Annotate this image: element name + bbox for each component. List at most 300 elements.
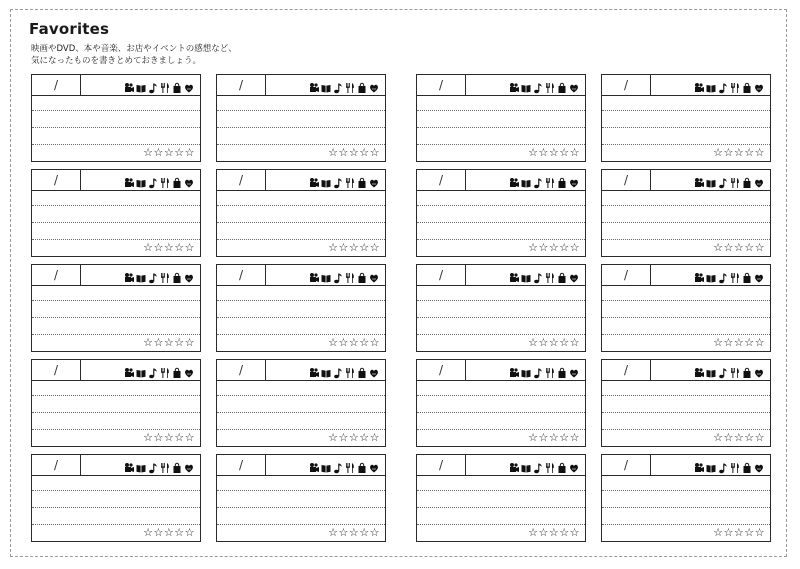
writing-line[interactable] [417, 239, 585, 240]
star-icon[interactable]: ☆ [559, 146, 570, 159]
heart-hand-icon[interactable] [569, 364, 579, 376]
star-icon[interactable]: ☆ [338, 241, 349, 254]
star-icon[interactable]: ☆ [754, 431, 765, 444]
date-field[interactable]: / [417, 75, 466, 95]
star-icon[interactable]: ☆ [569, 241, 580, 254]
heart-hand-icon[interactable] [369, 364, 379, 376]
writing-line[interactable] [217, 429, 385, 430]
date-field[interactable]: / [217, 360, 266, 380]
music-note-icon[interactable] [148, 269, 158, 281]
film-camera-icon[interactable] [694, 364, 704, 376]
star-icon[interactable]: ☆ [548, 526, 560, 539]
heart-hand-icon[interactable] [754, 79, 764, 91]
music-note-icon[interactable] [148, 174, 158, 186]
fork-knife-icon[interactable] [545, 269, 555, 281]
shopping-bag-icon[interactable] [557, 459, 567, 471]
star-icon[interactable]: ☆ [733, 146, 745, 159]
star-icon[interactable]: ☆ [163, 336, 175, 349]
writing-line[interactable] [32, 317, 200, 318]
shopping-bag-icon[interactable] [557, 269, 567, 281]
writing-line[interactable] [417, 412, 585, 413]
film-camera-icon[interactable] [124, 364, 134, 376]
writing-line[interactable] [602, 507, 770, 508]
star-icon[interactable]: ☆ [744, 146, 755, 159]
star-icon[interactable]: ☆ [754, 336, 765, 349]
heart-hand-icon[interactable] [184, 174, 194, 186]
star-icon[interactable]: ☆ [359, 146, 370, 159]
film-camera-icon[interactable] [124, 459, 134, 471]
star-icon[interactable]: ☆ [328, 241, 339, 254]
star-icon[interactable]: ☆ [153, 241, 164, 254]
writing-line[interactable] [602, 205, 770, 206]
star-icon[interactable]: ☆ [528, 336, 539, 349]
star-icon[interactable]: ☆ [184, 336, 195, 349]
star-icon[interactable]: ☆ [528, 146, 539, 159]
star-icon[interactable]: ☆ [174, 431, 185, 444]
shopping-bag-icon[interactable] [357, 174, 367, 186]
music-note-icon[interactable] [333, 174, 343, 186]
book-icon[interactable] [136, 79, 146, 91]
star-icon[interactable]: ☆ [184, 526, 195, 539]
music-note-icon[interactable] [718, 459, 728, 471]
shopping-bag-icon[interactable] [742, 79, 752, 91]
music-note-icon[interactable] [533, 174, 543, 186]
star-icon[interactable]: ☆ [163, 526, 175, 539]
star-icon[interactable]: ☆ [548, 336, 560, 349]
heart-hand-icon[interactable] [569, 174, 579, 186]
fork-knife-icon[interactable] [160, 174, 170, 186]
book-icon[interactable] [321, 269, 331, 281]
fork-knife-icon[interactable] [545, 79, 555, 91]
star-icon[interactable]: ☆ [184, 431, 195, 444]
star-icon[interactable]: ☆ [143, 431, 154, 444]
star-icon[interactable]: ☆ [369, 146, 380, 159]
date-field[interactable]: / [32, 170, 81, 190]
writing-line[interactable] [217, 490, 385, 491]
shopping-bag-icon[interactable] [357, 79, 367, 91]
date-field[interactable]: / [602, 265, 651, 285]
music-note-icon[interactable] [333, 459, 343, 471]
writing-line[interactable] [217, 144, 385, 145]
book-icon[interactable] [521, 459, 531, 471]
star-icon[interactable]: ☆ [733, 526, 745, 539]
writing-line[interactable] [417, 300, 585, 301]
star-icon[interactable]: ☆ [744, 431, 755, 444]
star-icon[interactable]: ☆ [559, 336, 570, 349]
star-icon[interactable]: ☆ [713, 241, 724, 254]
fork-knife-icon[interactable] [730, 79, 740, 91]
star-icon[interactable]: ☆ [744, 241, 755, 254]
fork-knife-icon[interactable] [160, 459, 170, 471]
star-icon[interactable]: ☆ [338, 526, 349, 539]
heart-hand-icon[interactable] [184, 459, 194, 471]
star-icon[interactable]: ☆ [328, 526, 339, 539]
film-camera-icon[interactable] [509, 364, 519, 376]
writing-line[interactable] [602, 127, 770, 128]
shopping-bag-icon[interactable] [172, 174, 182, 186]
book-icon[interactable] [521, 79, 531, 91]
writing-line[interactable] [217, 334, 385, 335]
date-field[interactable]: / [602, 170, 651, 190]
star-icon[interactable]: ☆ [538, 146, 549, 159]
star-icon[interactable]: ☆ [754, 526, 765, 539]
star-icon[interactable]: ☆ [569, 526, 580, 539]
shopping-bag-icon[interactable] [172, 269, 182, 281]
date-field[interactable]: / [32, 360, 81, 380]
heart-hand-icon[interactable] [369, 459, 379, 471]
film-camera-icon[interactable] [124, 174, 134, 186]
book-icon[interactable] [706, 364, 716, 376]
heart-hand-icon[interactable] [184, 269, 194, 281]
star-icon[interactable]: ☆ [733, 241, 745, 254]
book-icon[interactable] [521, 174, 531, 186]
star-icon[interactable]: ☆ [569, 336, 580, 349]
music-note-icon[interactable] [333, 79, 343, 91]
star-icon[interactable]: ☆ [713, 336, 724, 349]
writing-line[interactable] [602, 239, 770, 240]
star-icon[interactable]: ☆ [143, 146, 154, 159]
writing-line[interactable] [602, 110, 770, 111]
writing-line[interactable] [32, 300, 200, 301]
star-icon[interactable]: ☆ [733, 431, 745, 444]
writing-line[interactable] [217, 395, 385, 396]
star-icon[interactable]: ☆ [548, 146, 560, 159]
heart-hand-icon[interactable] [569, 269, 579, 281]
music-note-icon[interactable] [533, 79, 543, 91]
book-icon[interactable] [136, 174, 146, 186]
film-camera-icon[interactable] [509, 174, 519, 186]
star-icon[interactable]: ☆ [559, 431, 570, 444]
film-camera-icon[interactable] [509, 269, 519, 281]
star-icon[interactable]: ☆ [723, 241, 734, 254]
star-icon[interactable]: ☆ [338, 431, 349, 444]
writing-line[interactable] [32, 395, 200, 396]
star-icon[interactable]: ☆ [184, 241, 195, 254]
star-icon[interactable]: ☆ [153, 336, 164, 349]
fork-knife-icon[interactable] [730, 459, 740, 471]
star-icon[interactable]: ☆ [174, 526, 185, 539]
star-icon[interactable]: ☆ [338, 336, 349, 349]
writing-line[interactable] [417, 490, 585, 491]
star-icon[interactable]: ☆ [184, 146, 195, 159]
fork-knife-icon[interactable] [730, 269, 740, 281]
music-note-icon[interactable] [148, 364, 158, 376]
music-note-icon[interactable] [718, 364, 728, 376]
writing-line[interactable] [417, 317, 585, 318]
shopping-bag-icon[interactable] [172, 459, 182, 471]
star-icon[interactable]: ☆ [359, 336, 370, 349]
film-camera-icon[interactable] [694, 459, 704, 471]
book-icon[interactable] [706, 79, 716, 91]
writing-line[interactable] [417, 222, 585, 223]
music-note-icon[interactable] [148, 79, 158, 91]
film-camera-icon[interactable] [309, 459, 319, 471]
shopping-bag-icon[interactable] [172, 364, 182, 376]
star-icon[interactable]: ☆ [733, 336, 745, 349]
shopping-bag-icon[interactable] [742, 364, 752, 376]
writing-line[interactable] [217, 300, 385, 301]
date-field[interactable]: / [602, 75, 651, 95]
star-icon[interactable]: ☆ [348, 526, 360, 539]
heart-hand-icon[interactable] [754, 459, 764, 471]
heart-hand-icon[interactable] [184, 79, 194, 91]
shopping-bag-icon[interactable] [557, 79, 567, 91]
writing-line[interactable] [602, 490, 770, 491]
star-icon[interactable]: ☆ [559, 241, 570, 254]
music-note-icon[interactable] [148, 459, 158, 471]
book-icon[interactable] [521, 269, 531, 281]
writing-line[interactable] [602, 429, 770, 430]
film-camera-icon[interactable] [309, 364, 319, 376]
writing-line[interactable] [32, 239, 200, 240]
writing-line[interactable] [32, 412, 200, 413]
date-field[interactable]: / [32, 455, 81, 475]
fork-knife-icon[interactable] [345, 174, 355, 186]
fork-knife-icon[interactable] [345, 364, 355, 376]
writing-line[interactable] [417, 429, 585, 430]
star-icon[interactable]: ☆ [723, 431, 734, 444]
star-icon[interactable]: ☆ [359, 241, 370, 254]
star-icon[interactable]: ☆ [338, 146, 349, 159]
book-icon[interactable] [321, 364, 331, 376]
star-icon[interactable]: ☆ [143, 241, 154, 254]
shopping-bag-icon[interactable] [357, 459, 367, 471]
writing-line[interactable] [417, 127, 585, 128]
shopping-bag-icon[interactable] [742, 459, 752, 471]
writing-line[interactable] [217, 205, 385, 206]
writing-line[interactable] [417, 205, 585, 206]
writing-line[interactable] [417, 334, 585, 335]
writing-line[interactable] [32, 524, 200, 525]
music-note-icon[interactable] [718, 174, 728, 186]
writing-line[interactable] [217, 222, 385, 223]
film-camera-icon[interactable] [694, 174, 704, 186]
star-icon[interactable]: ☆ [369, 241, 380, 254]
writing-line[interactable] [602, 412, 770, 413]
star-icon[interactable]: ☆ [348, 431, 360, 444]
star-icon[interactable]: ☆ [528, 241, 539, 254]
star-icon[interactable]: ☆ [348, 241, 360, 254]
date-field[interactable]: / [417, 265, 466, 285]
music-note-icon[interactable] [533, 459, 543, 471]
fork-knife-icon[interactable] [345, 79, 355, 91]
heart-hand-icon[interactable] [754, 174, 764, 186]
date-field[interactable]: / [417, 455, 466, 475]
writing-line[interactable] [32, 507, 200, 508]
music-note-icon[interactable] [533, 364, 543, 376]
writing-line[interactable] [32, 334, 200, 335]
book-icon[interactable] [136, 269, 146, 281]
date-field[interactable]: / [602, 360, 651, 380]
writing-line[interactable] [602, 144, 770, 145]
star-icon[interactable]: ☆ [348, 336, 360, 349]
star-icon[interactable]: ☆ [528, 526, 539, 539]
heart-hand-icon[interactable] [569, 459, 579, 471]
star-icon[interactable]: ☆ [163, 241, 175, 254]
heart-hand-icon[interactable] [754, 364, 764, 376]
writing-line[interactable] [217, 507, 385, 508]
heart-hand-icon[interactable] [369, 269, 379, 281]
star-icon[interactable]: ☆ [713, 146, 724, 159]
fork-knife-icon[interactable] [345, 269, 355, 281]
writing-line[interactable] [602, 334, 770, 335]
writing-line[interactable] [217, 524, 385, 525]
star-icon[interactable]: ☆ [369, 336, 380, 349]
star-icon[interactable]: ☆ [163, 431, 175, 444]
heart-hand-icon[interactable] [569, 79, 579, 91]
book-icon[interactable] [321, 79, 331, 91]
heart-hand-icon[interactable] [369, 79, 379, 91]
date-field[interactable]: / [32, 75, 81, 95]
book-icon[interactable] [321, 174, 331, 186]
fork-knife-icon[interactable] [345, 459, 355, 471]
film-camera-icon[interactable] [694, 269, 704, 281]
writing-line[interactable] [32, 429, 200, 430]
book-icon[interactable] [706, 459, 716, 471]
writing-line[interactable] [602, 300, 770, 301]
music-note-icon[interactable] [333, 364, 343, 376]
film-camera-icon[interactable] [509, 459, 519, 471]
fork-knife-icon[interactable] [545, 174, 555, 186]
writing-line[interactable] [417, 110, 585, 111]
shopping-bag-icon[interactable] [742, 269, 752, 281]
book-icon[interactable] [706, 174, 716, 186]
star-icon[interactable]: ☆ [744, 526, 755, 539]
shopping-bag-icon[interactable] [557, 364, 567, 376]
star-icon[interactable]: ☆ [328, 431, 339, 444]
writing-line[interactable] [32, 110, 200, 111]
star-icon[interactable]: ☆ [174, 146, 185, 159]
writing-line[interactable] [217, 110, 385, 111]
star-icon[interactable]: ☆ [143, 336, 154, 349]
writing-line[interactable] [217, 317, 385, 318]
star-icon[interactable]: ☆ [723, 526, 734, 539]
star-icon[interactable]: ☆ [153, 146, 164, 159]
date-field[interactable]: / [417, 360, 466, 380]
star-icon[interactable]: ☆ [559, 526, 570, 539]
star-icon[interactable]: ☆ [548, 431, 560, 444]
star-icon[interactable]: ☆ [538, 431, 549, 444]
heart-hand-icon[interactable] [184, 364, 194, 376]
star-icon[interactable]: ☆ [528, 431, 539, 444]
film-camera-icon[interactable] [509, 79, 519, 91]
star-icon[interactable]: ☆ [569, 146, 580, 159]
star-icon[interactable]: ☆ [328, 336, 339, 349]
writing-line[interactable] [32, 144, 200, 145]
star-icon[interactable]: ☆ [744, 336, 755, 349]
book-icon[interactable] [321, 459, 331, 471]
writing-line[interactable] [32, 490, 200, 491]
music-note-icon[interactable] [333, 269, 343, 281]
shopping-bag-icon[interactable] [357, 364, 367, 376]
writing-line[interactable] [602, 395, 770, 396]
star-icon[interactable]: ☆ [723, 336, 734, 349]
star-icon[interactable]: ☆ [754, 146, 765, 159]
star-icon[interactable]: ☆ [713, 526, 724, 539]
writing-line[interactable] [602, 317, 770, 318]
heart-hand-icon[interactable] [369, 174, 379, 186]
fork-knife-icon[interactable] [160, 269, 170, 281]
star-icon[interactable]: ☆ [328, 146, 339, 159]
fork-knife-icon[interactable] [160, 364, 170, 376]
shopping-bag-icon[interactable] [357, 269, 367, 281]
star-icon[interactable]: ☆ [569, 431, 580, 444]
music-note-icon[interactable] [533, 269, 543, 281]
star-icon[interactable]: ☆ [713, 431, 724, 444]
star-icon[interactable]: ☆ [723, 146, 734, 159]
date-field[interactable]: / [602, 455, 651, 475]
date-field[interactable]: / [217, 265, 266, 285]
star-icon[interactable]: ☆ [369, 431, 380, 444]
book-icon[interactable] [136, 364, 146, 376]
writing-line[interactable] [217, 412, 385, 413]
fork-knife-icon[interactable] [545, 459, 555, 471]
heart-hand-icon[interactable] [754, 269, 764, 281]
star-icon[interactable]: ☆ [153, 431, 164, 444]
film-camera-icon[interactable] [309, 79, 319, 91]
book-icon[interactable] [706, 269, 716, 281]
star-icon[interactable]: ☆ [348, 146, 360, 159]
writing-line[interactable] [32, 205, 200, 206]
date-field[interactable]: / [217, 170, 266, 190]
star-icon[interactable]: ☆ [538, 526, 549, 539]
film-camera-icon[interactable] [124, 269, 134, 281]
writing-line[interactable] [417, 144, 585, 145]
writing-line[interactable] [217, 239, 385, 240]
book-icon[interactable] [136, 459, 146, 471]
date-field[interactable]: / [217, 455, 266, 475]
star-icon[interactable]: ☆ [369, 526, 380, 539]
star-icon[interactable]: ☆ [359, 526, 370, 539]
star-icon[interactable]: ☆ [174, 241, 185, 254]
star-icon[interactable]: ☆ [143, 526, 154, 539]
date-field[interactable]: / [417, 170, 466, 190]
fork-knife-icon[interactable] [730, 364, 740, 376]
fork-knife-icon[interactable] [545, 364, 555, 376]
fork-knife-icon[interactable] [160, 79, 170, 91]
writing-line[interactable] [602, 524, 770, 525]
date-field[interactable]: / [217, 75, 266, 95]
writing-line[interactable] [417, 524, 585, 525]
book-icon[interactable] [521, 364, 531, 376]
film-camera-icon[interactable] [124, 79, 134, 91]
star-icon[interactable]: ☆ [153, 526, 164, 539]
writing-line[interactable] [417, 507, 585, 508]
writing-line[interactable] [417, 395, 585, 396]
star-icon[interactable]: ☆ [359, 431, 370, 444]
star-icon[interactable]: ☆ [174, 336, 185, 349]
date-field[interactable]: / [32, 265, 81, 285]
star-icon[interactable]: ☆ [538, 241, 549, 254]
music-note-icon[interactable] [718, 269, 728, 281]
star-icon[interactable]: ☆ [538, 336, 549, 349]
music-note-icon[interactable] [718, 79, 728, 91]
star-icon[interactable]: ☆ [163, 146, 175, 159]
writing-line[interactable] [217, 127, 385, 128]
film-camera-icon[interactable] [694, 79, 704, 91]
film-camera-icon[interactable] [309, 174, 319, 186]
fork-knife-icon[interactable] [730, 174, 740, 186]
star-icon[interactable]: ☆ [548, 241, 560, 254]
shopping-bag-icon[interactable] [172, 79, 182, 91]
shopping-bag-icon[interactable] [742, 174, 752, 186]
star-icon[interactable]: ☆ [754, 241, 765, 254]
film-camera-icon[interactable] [309, 269, 319, 281]
writing-line[interactable] [602, 222, 770, 223]
writing-line[interactable] [32, 222, 200, 223]
shopping-bag-icon[interactable] [557, 174, 567, 186]
writing-line[interactable] [32, 127, 200, 128]
